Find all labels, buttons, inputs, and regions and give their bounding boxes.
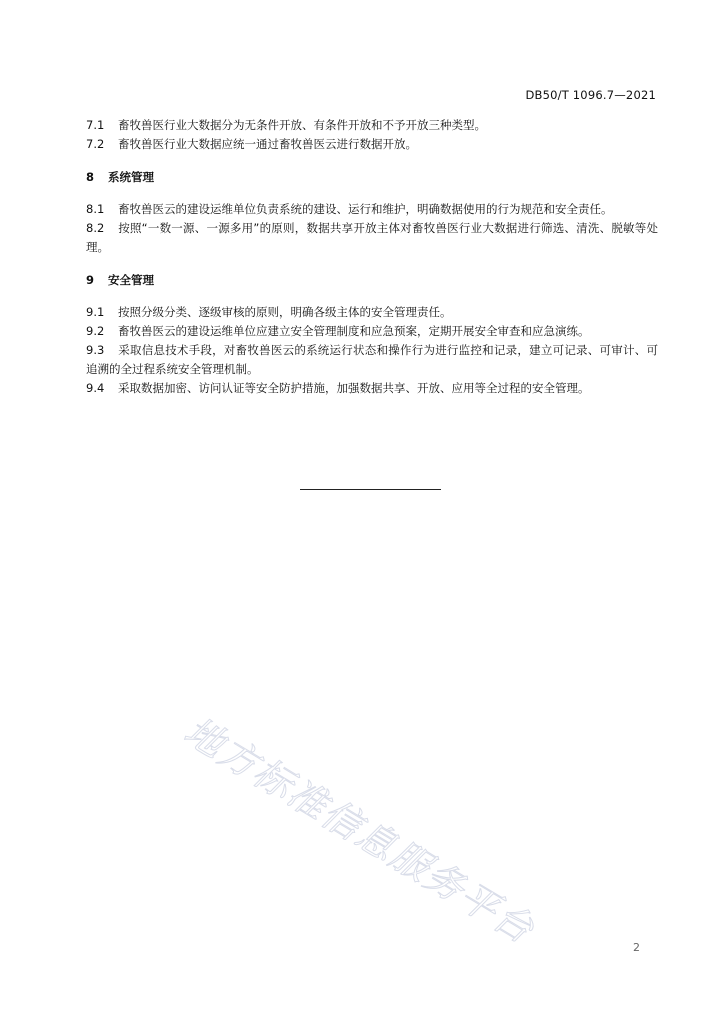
clause-9-3: [86, 341, 658, 379]
section-title: 系统管理: [108, 170, 154, 184]
clause-number: 9.4: [86, 381, 105, 395]
section-title: 安全管理: [108, 273, 154, 287]
clause-number: 9.3: [86, 343, 105, 357]
clause-text: 畜牧兽医行业大数据分为无条件开放、有条件开放和不予开放三种类型。: [118, 118, 486, 132]
section-heading-8: [86, 168, 658, 187]
clause-number: 9.2: [86, 324, 105, 338]
clause-number: 8.1: [86, 202, 105, 216]
end-of-document-rule: [300, 489, 441, 490]
section-heading-9: [86, 271, 658, 290]
page-number: 2: [633, 941, 640, 954]
section-number: 9: [86, 273, 95, 287]
clause-text: 按照“一数一源、一源多用”的原则，数据共享开放主体对畜牧兽医行业大数据进行筛选、清洗、脱敏等处理。: [86, 221, 658, 254]
document-code: DB50/T 1096.7—2021: [525, 88, 656, 102]
clause-8-2: [86, 219, 658, 257]
clause-text: 按照分级分类、逐级审核的原则，明确各级主体的安全管理责任。: [118, 305, 452, 319]
clause-number: 7.1: [86, 118, 105, 132]
clause-9-2: [86, 322, 658, 341]
clause-7-2: [86, 135, 658, 154]
clause-number: 9.1: [86, 305, 105, 319]
clause-text: 畜牧兽医云的建设运维单位应建立安全管理制度和应急预案，定期开展安全审查和应急演练。: [118, 324, 590, 338]
clause-text: 采取数据加密、访问认证等安全防护措施，加强数据共享、开放、应用等全过程的安全管理。: [118, 381, 590, 395]
clause-8-1: [86, 200, 658, 219]
clause-number: 7.2: [86, 137, 105, 151]
clause-text: 采取信息技术手段，对畜牧兽医云的系统运行状态和操作行为进行监控和记录，建立可记录、可审计、可追溯的全过程系统安全管理机制。: [86, 343, 658, 376]
clause-9-4: [86, 379, 658, 398]
document-body: [86, 116, 658, 398]
clause-text: 畜牧兽医行业大数据应统一通过畜牧兽医云进行数据开放。: [118, 137, 417, 151]
clause-9-1: [86, 303, 658, 322]
watermark: 地方标准信息服务平台: [176, 708, 543, 953]
section-number: 8: [86, 170, 95, 184]
clause-number: 8.2: [86, 221, 105, 235]
clause-7-1: [86, 116, 658, 135]
clause-text: 畜牧兽医云的建设运维单位负责系统的建设、运行和维护，明确数据使用的行为规范和安全责任。: [118, 202, 613, 216]
